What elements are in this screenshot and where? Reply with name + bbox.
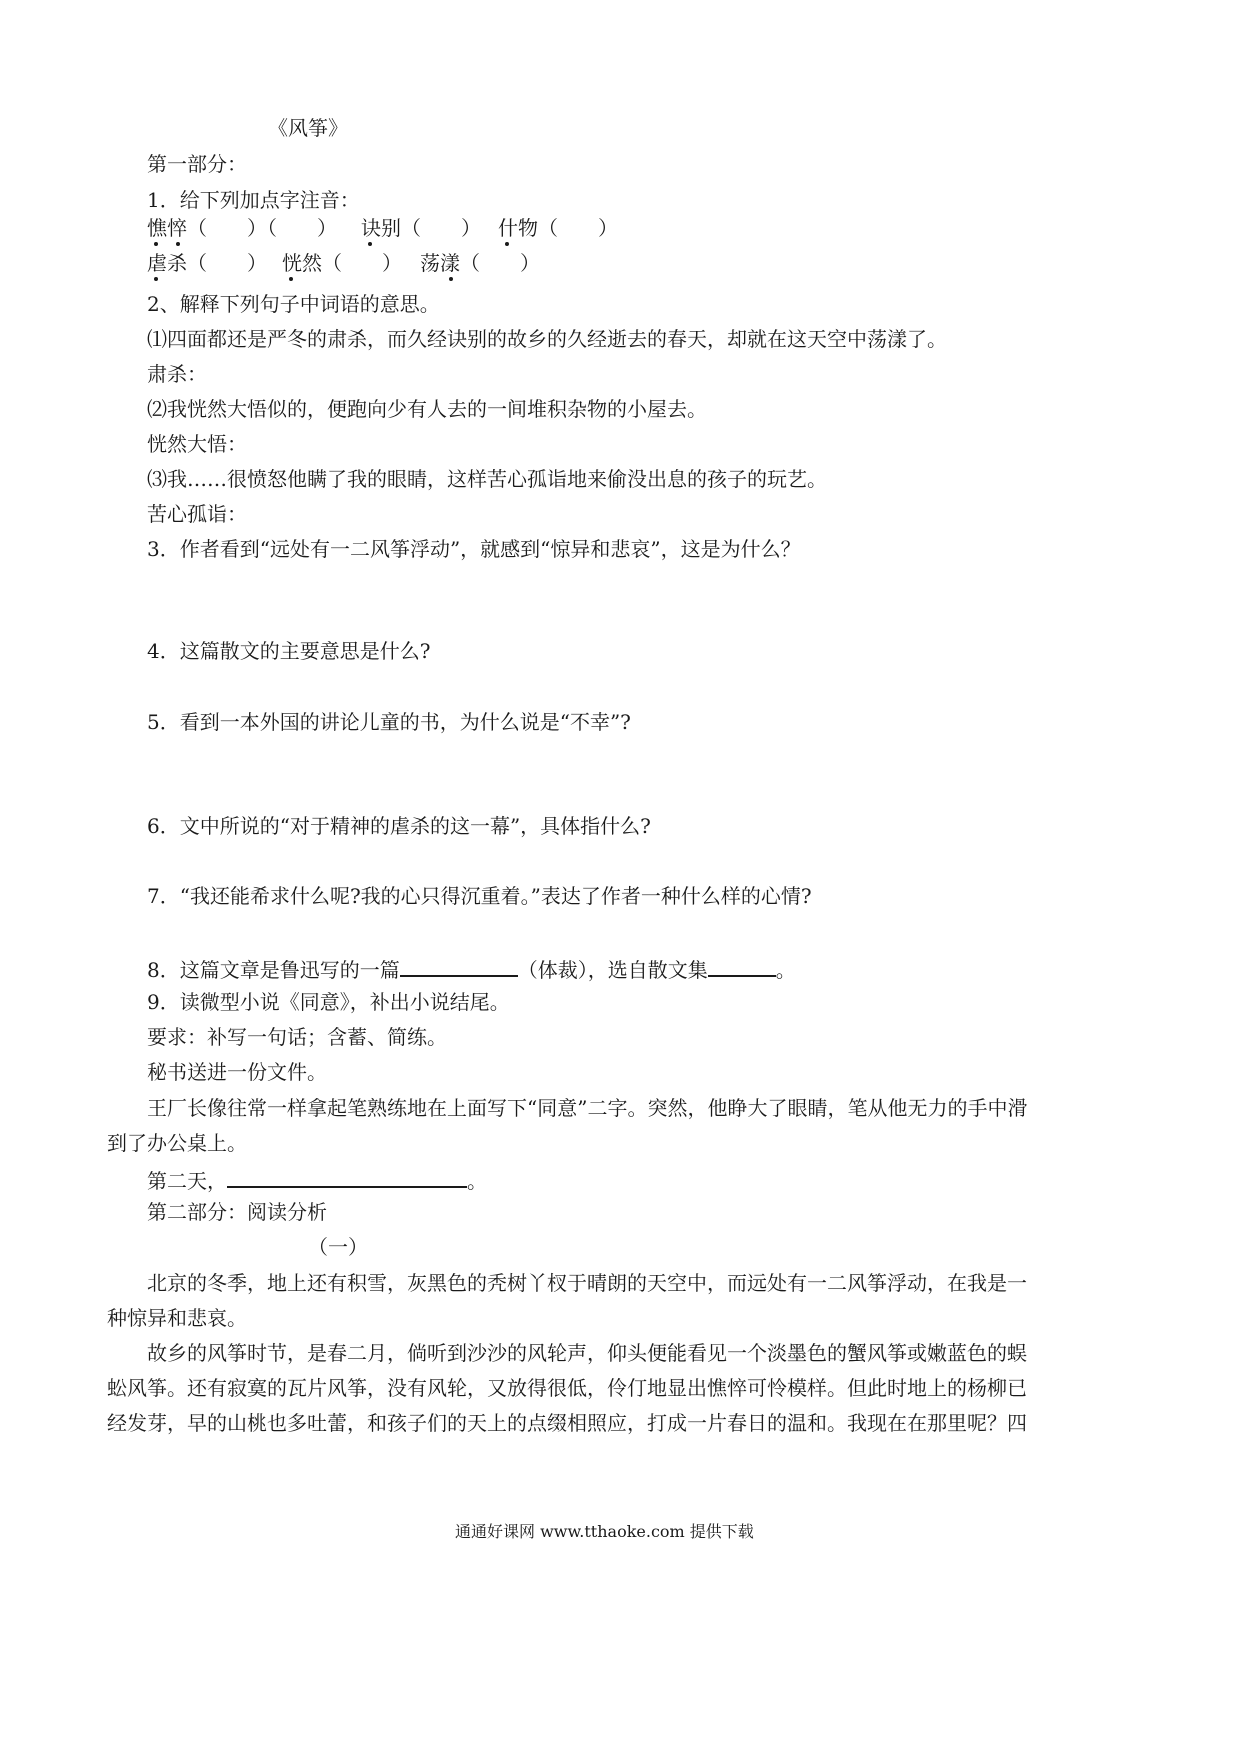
q9-requirement: 要求：补写一句话；含蓄、简练。 [147,1025,447,1049]
part1-heading: 第一部分： [147,152,247,176]
q1-item-juebie: 诀别（ ） [361,218,481,238]
part2-heading: 第二部分：阅读分析 [147,1200,327,1224]
q2-prompt: 2、解释下列句子中词语的意思。 [147,292,440,316]
q2-sentence-2: ⑵我恍然大悟似的，便跑向少有人去的一间堆积杂物的小屋去。 [147,397,707,421]
q1-prompt: 1．给下列加点字注音： [147,188,360,212]
q8-collection-blank[interactable] [708,957,776,977]
passage-p1b: 种惊异和悲哀。 [107,1306,247,1330]
q1-row2 [147,251,540,275]
passage-p2a: 故乡的风筝时节，是春二月，倘听到沙沙的风轮声，仰头便能看见一个淡墨色的蟹风筝或嫩蓝色的蜈 [147,1341,1027,1365]
passage-p1a: 北京的冬季，地上还有积雪，灰黑色的秃树丫杈于晴朗的天空中，而远处有一二风筝浮动，在我是一 [147,1271,1027,1295]
q4: 4．这篇散文的主要意思是什么? [147,639,431,663]
story-line-1: 秘书送进一份文件。 [147,1060,327,1084]
q1-item-nuesha: 虐杀（ ） [147,253,267,273]
q5: 5．看到一本外国的讲论儿童的书，为什么说是“不幸”? [147,710,631,734]
q2-sentence-3: ⑶我……很愤怒他瞒了我的眼睛，这样苦心孤诣地来偷没出息的孩子的玩艺。 [147,467,827,491]
page-footer: 通通好课网 www.tthaoke.com 提供下载 [455,1522,754,1541]
q8-genre-blank[interactable] [400,957,518,977]
q6: 6．文中所说的“对于精神的虐杀的这一幕”，具体指什么? [147,814,651,838]
q1-item-huangran: 恍然（ ） [282,253,402,273]
section-one-marker: （一） [308,1235,368,1259]
q9-ending-blank[interactable] [227,1168,467,1188]
passage-p2b: 蚣风筝。还有寂寞的瓦片风筝，没有风轮，又放得很低，伶仃地显出憔悴可怜模样。但此时地上的杨柳已 [107,1376,1027,1400]
q1-item-qiaocui: 憔悴（ ）（ ） [147,218,337,238]
q1-row1 [147,216,618,240]
q8: 8．这篇文章是鲁迅写的一篇 （体裁），选自散文集 。 [147,958,796,982]
story-line-2b: 到了办公桌上。 [107,1131,247,1155]
q2-word-3: 苦心孤诣： [147,502,247,526]
q9-prompt: 9．读微型小说《同意》，补出小说结尾。 [147,990,510,1014]
story-next-day: 第二天， 。 [147,1169,487,1193]
q2-sentence-1: ⑴四面都还是严冬的肃杀，而久经诀别的故乡的久经逝去的春天，却就在这天空中荡漾了。 [147,327,947,351]
q2-word-1: 肃杀： [147,362,207,386]
page-title: 《风筝》 [268,116,348,140]
passage-p2c: 经发芽，早的山桃也多吐蕾，和孩子们的天上的点缀相照应，打成一片春日的温和。我现在在那里呢？四 [107,1411,1027,1435]
q2-word-2: 恍然大悟： [147,432,247,456]
q7: 7．“我还能希求什么呢?我的心只得沉重着。”表达了作者一种什么样的心情? [147,884,812,908]
q3: 3．作者看到“远处有一二风筝浮动”，就感到“惊异和悲哀”，这是为什么？ [147,537,801,561]
story-line-2a: 王厂长像往常一样拿起笔熟练地在上面写下“同意”二字。突然，他睁大了眼睛，笔从他无力的手中滑 [147,1096,1028,1120]
q1-item-shiwu: 什物（ ） [498,218,618,238]
q1-item-dangyang: 荡漾（ ） [420,253,540,273]
